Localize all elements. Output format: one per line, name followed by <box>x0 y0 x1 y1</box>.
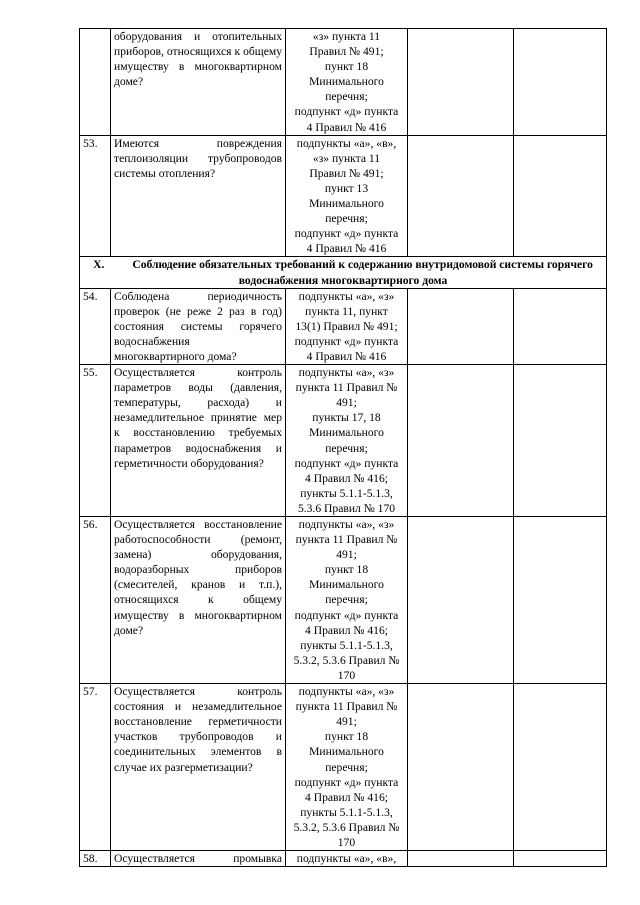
answer-cell <box>408 135 514 257</box>
legal-reference <box>286 29 408 136</box>
legal-reference-text: подпункты «а», «в», «з» пункта 11 Правил № 491; пункт 13 Минимального перечня; подпункт «д» пункта 4 Правил № 416 <box>294 136 399 256</box>
requirement-question: Осуществляется контроль состояния и незамедлительное восстановление герметичности участков трубопроводов и соединительных элементов в случае их разгерметизации? <box>111 684 286 851</box>
legal-reference <box>286 365 408 517</box>
legal-reference-text: подпункты «а», «з» пункта 11, пункт 13(1) Правил № 491; подпункт «д» пункта 4 Правил № 416 <box>294 289 399 363</box>
section-number: X. <box>93 258 105 272</box>
table-row <box>80 684 607 851</box>
requirement-question: Осуществляется восстановление работоспособности (ремонт, замена) оборудования, водоразборных приборов (смесителей, кранов и т.п.), относящихся к общему имуществу в многоквартирном доме? <box>111 517 286 684</box>
legal-reference <box>286 684 408 851</box>
legal-reference-text: подпункты «а», «з» пункта 11 Правил № 491; пункт 18 Минимального перечня; подпункт «д» пункта 4 Правил № 416; пункты 5.1.1-5.1.3, 5.3.2, 5.3.6 Правил № 170 <box>293 518 400 682</box>
note-cell <box>514 365 607 517</box>
row-number: 55. <box>80 365 111 517</box>
section-title: Соблюдение обязательных требований к содержанию внутридомовой системы горячего водоснабжения многоквартирного дома <box>132 258 593 287</box>
requirement-question: Осуществляется контроль параметров воды (давления, температуры, расхода) и незамедлительное принятие мер к восстановлению требуемых параметров водоснабжения и герметичности оборудования? <box>111 365 286 517</box>
note-cell <box>514 517 607 684</box>
row-number: 54. <box>80 288 111 364</box>
legal-reference <box>286 517 408 684</box>
table-row <box>80 29 607 136</box>
answer-cell <box>408 365 514 517</box>
legal-reference <box>286 851 408 867</box>
answer-cell <box>408 29 514 136</box>
legal-reference-text: подпункты «а», «з» пункта 11 Правил № 491; пункты 17, 18 Минимального перечня; подпункт «д» пункта 4 Правил № 416; пункты 5.1.1-5.1.3, 5.3.6 Правил № 170 <box>294 366 399 515</box>
checklist-table <box>79 28 607 867</box>
answer-cell <box>408 517 514 684</box>
note-cell <box>514 29 607 136</box>
answer-cell <box>408 288 514 364</box>
row-number: 57. <box>80 684 111 851</box>
legal-reference <box>286 135 408 257</box>
note-cell <box>514 288 607 364</box>
row-number: 58. <box>80 851 111 867</box>
requirement-question: Осуществляется промывка <box>111 851 286 867</box>
note-cell <box>514 684 607 851</box>
requirement-question: оборудования и отопительных приборов, относящихся к общему имуществу в многоквартирном доме? <box>111 29 286 136</box>
legal-reference <box>286 288 408 364</box>
section-header-row <box>80 257 607 288</box>
note-cell <box>514 851 607 867</box>
answer-cell <box>408 851 514 867</box>
legal-reference-text: подпункты «а», «в», <box>296 852 397 866</box>
section-heading <box>80 257 607 288</box>
row-number <box>80 29 111 136</box>
table-row <box>80 288 607 364</box>
row-number: 56. <box>80 517 111 684</box>
legal-reference-text: подпункты «а», «з» пункта 11 Правил № 491; пункт 18 Минимального перечня; подпункт «д» пункта 4 Правил № 416; пункты 5.1.1-5.1.3, 5.3.2, 5.3.6 Правил № 170 <box>293 685 400 849</box>
note-cell <box>514 135 607 257</box>
table-row <box>80 517 607 684</box>
row-number: 53. <box>80 135 111 257</box>
table-row <box>80 365 607 517</box>
requirement-question: Имеются повреждения теплоизоляции трубопроводов системы отопления? <box>111 135 286 257</box>
table-row <box>80 135 607 257</box>
legal-reference-text: «з» пункта 11 Правил № 491; пункт 18 Минимального перечня; подпункт «д» пункта 4 Правил № 416 <box>294 30 399 134</box>
answer-cell <box>408 684 514 851</box>
table-row <box>80 851 607 867</box>
requirement-question: Соблюдена периодичность проверок (не реже 2 раз в год) состояния системы горячего водоснабжения многоквартирного дома? <box>111 288 286 364</box>
